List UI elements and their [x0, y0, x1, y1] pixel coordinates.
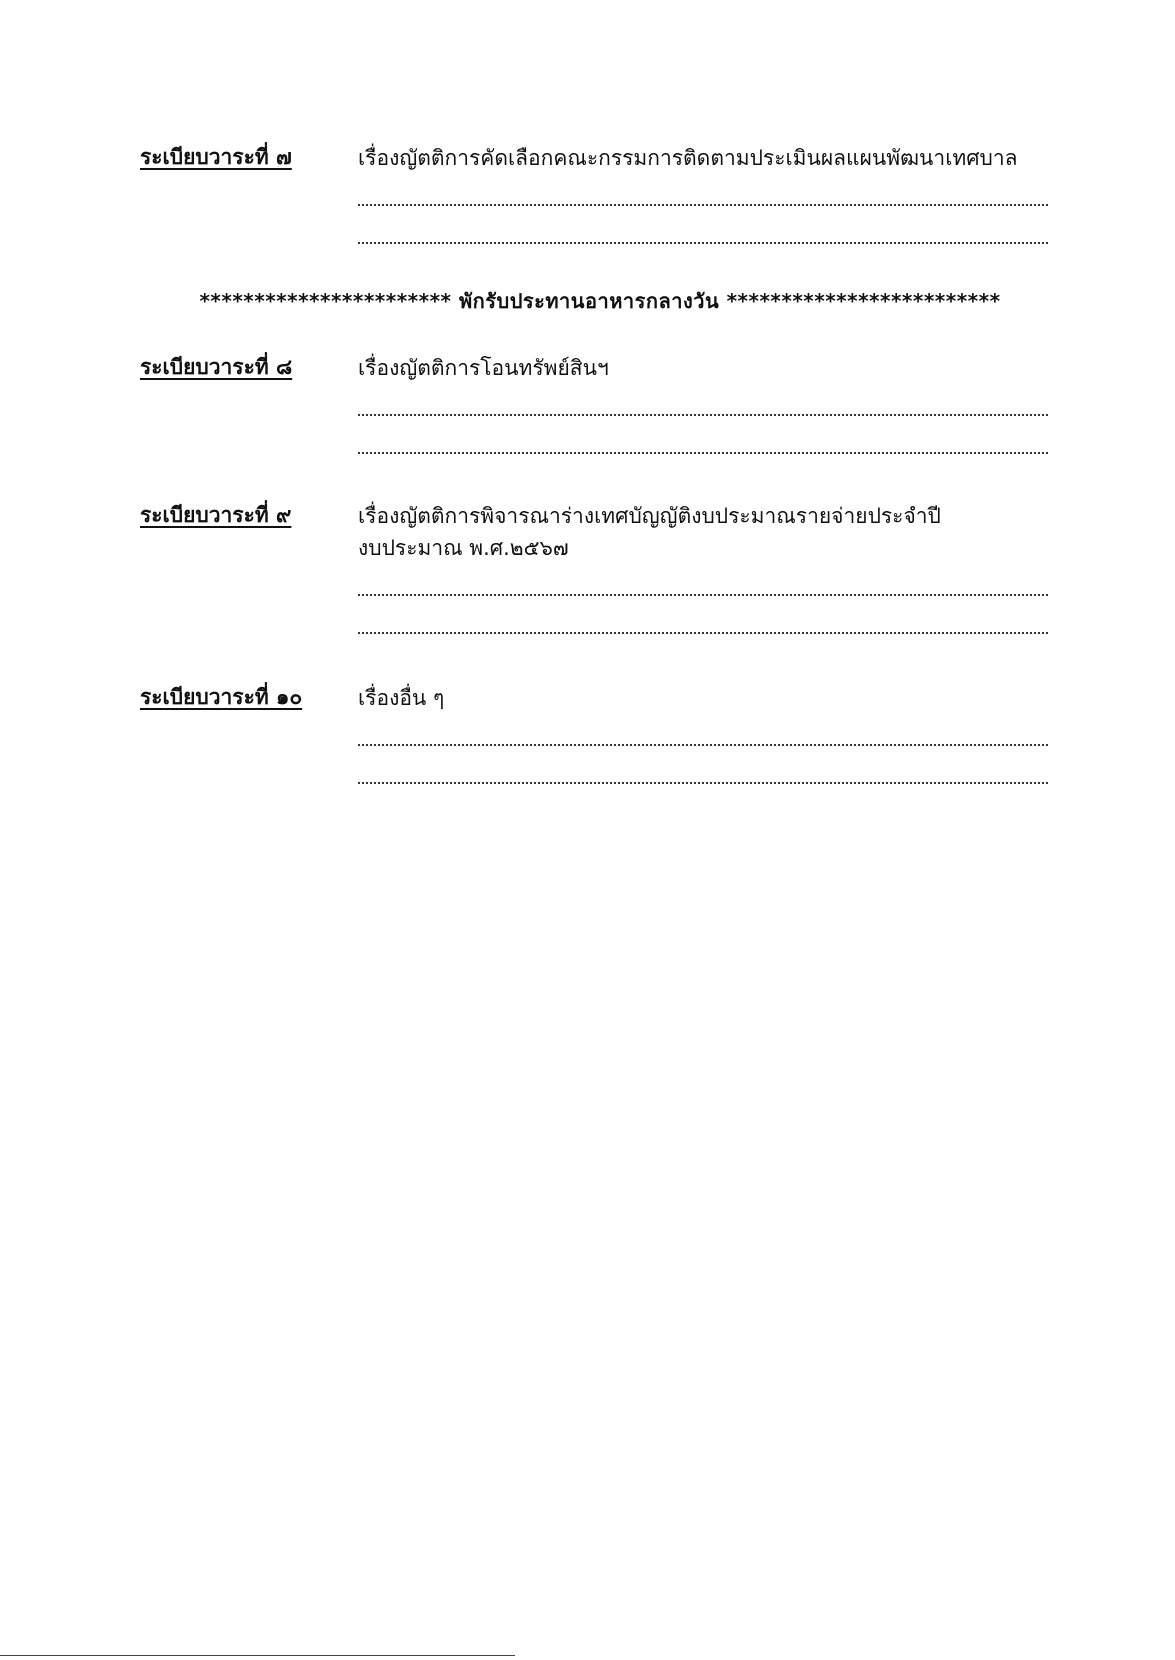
- agenda-title: เรื่องญัตติการคัดเลือกคณะกรรมการติดตามประเมินผลแผนพัฒนาเทศบาล: [358, 146, 1018, 170]
- dotted-fill-line: [358, 212, 1048, 250]
- dotted-fill-line: [358, 174, 1048, 212]
- lunch-break-line: *********************** พักรับประทานอาหารกลางวัน *************************: [199, 289, 1001, 313]
- dotted-fill-line: [358, 564, 1048, 602]
- agenda-body: [358, 682, 1048, 790]
- agenda-body: [358, 352, 1048, 460]
- agenda-label: ระเบียบวาระที่ ๗: [140, 145, 292, 169]
- agenda-label: ระเบียบวาระที่ ๘: [140, 355, 293, 379]
- dotted-fill-line: [358, 602, 1048, 640]
- agenda-title: เรื่องญัตติการโอนทรัพย์สินฯ: [358, 356, 609, 380]
- agenda-title: เรื่องอื่น ๆ: [358, 686, 445, 710]
- agenda-label: ระเบียบวาระที่ ๑๐: [140, 685, 303, 709]
- agenda-label: ระเบียบวาระที่ ๙: [140, 503, 292, 527]
- dotted-fill-line: [358, 714, 1048, 752]
- footer-rule: [0, 1655, 515, 1656]
- dotted-fill-line: [358, 752, 1048, 790]
- dotted-fill-line: [358, 422, 1048, 460]
- dotted-fill-line: [358, 384, 1048, 422]
- agenda-title-line-2: งบประมาณ พ.ศ.๒๕๖๗: [358, 536, 569, 560]
- agenda-title: เรื่องญัตติการพิจารณาร่างเทศบัญญัติงบประมาณรายจ่ายประจำปี: [358, 504, 941, 528]
- agenda-body: [358, 500, 1048, 640]
- agenda-body: [358, 142, 1048, 250]
